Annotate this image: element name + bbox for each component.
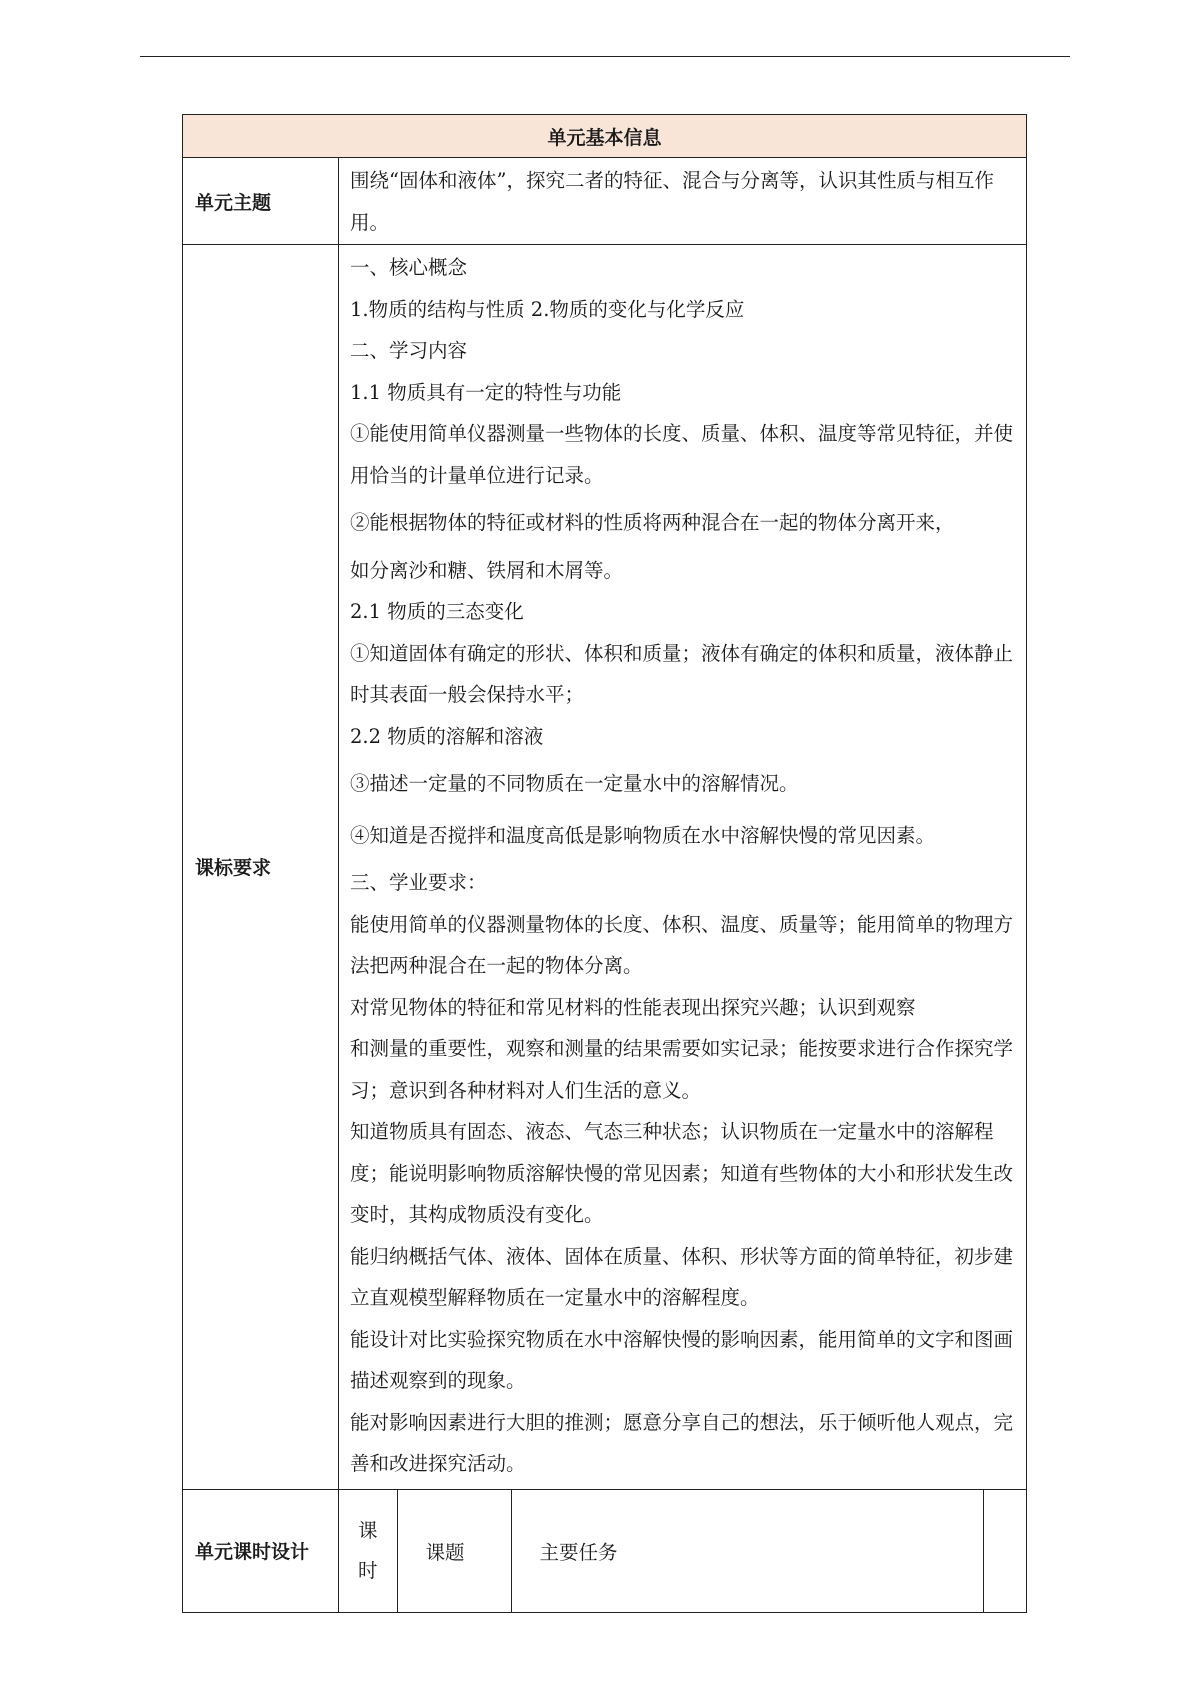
lessons-label: 单元课时设计 [183,1489,339,1612]
theme-label: 单元主题 [183,158,339,245]
standards-line: 和测量的重要性，观察和测量的结果需要如实记录；能按要求进行合作探究学习；意识到各种材料对人们生活的意义。 [350,1037,1014,1102]
standards-line: 2.1 物质的三态变化 [350,600,524,623]
standards-line: 一、核心概念 [350,256,468,279]
col-topic-header: 课题 [397,1490,511,1612]
standards-line: 三、学业要求： [350,871,487,894]
standards-content [339,245,1027,1490]
standards-line: 能对影响因素进行大胆的推测；愿意分享自己的想法，乐于倾听他人观点，完善和改进探究活动。 [350,1410,1014,1475]
standards-label: 课标要求 [183,245,339,1490]
col-period-header [339,1490,397,1612]
standards-line: 如分离沙和糖、铁屑和木屑等。 [350,558,624,582]
unit-info-table [182,114,1027,1613]
standards-line: 能使用简单的仪器测量物体的长度、体积、温度、质量等；能用简单的物理方法把两种混合在一起的物体分离。 [350,912,1014,977]
standards-line: 能归纳概括气体、液体、固体在质量、体积、形状等方面的简单特征，初步建立直观模型解释物质在一定量水中的溶解程度。 [350,1244,1014,1309]
lessons-subtable [339,1490,1027,1612]
lessons-subtable-cell [339,1489,1027,1612]
standards-line: 能设计对比实验探究物质在水中溶解快慢的影响因素，能用简单的文字和图画描述观察到的现象。 [350,1327,1014,1392]
standards-line: 二、学习内容 [350,339,468,362]
standards-line: 2.2 物质的溶解和溶液 [350,724,544,748]
standards-line: ①能使用简单仪器测量一些物体的长度、质量、体积、温度等常见特征，并使用恰当的计量单位进行记录。 [350,422,1014,487]
standards-line: 知道物质具有固态、液态、气态三种状态；认识物质在一定量水中的溶解程度；能说明影响物质溶解快慢的常见因素；知道有些物体的大小和形状发生改变时，其构成物质没有变化。 [350,1120,1014,1226]
standards-line: 1.1 物质具有一定的特性与功能 [350,380,622,404]
col-task-header: 主要任务 [511,1490,983,1612]
page-top-rule [140,56,1070,57]
standards-line: ④知道是否搅拌和温度高低是影响物质在水中溶解快慢的常见因素。 [350,823,936,847]
col-extra [983,1490,1027,1612]
standards-line: 1.物质的结构与性质 2.物质的变化与化学反应 [350,297,745,321]
col-period-text: 课时 [358,1518,378,1582]
theme-text: 围绕“固体和液体”，探究二者的特征、混合与分离等，认识其性质与相互作用。 [339,158,1027,245]
table-header: 单元基本信息 [183,115,1027,158]
standards-line: ③描述一定量的不同物质在一定量水中的溶解情况。 [350,772,799,795]
standards-line: ①知道固体有确定的形状、体积和质量；液体有确定的体积和质量，液体静止时其表面一般会保持水平； [350,641,1014,706]
standards-line: 对常见物体的特征和常见材料的性能表现出探究兴趣；认识到观察 [350,995,916,1019]
standards-line: ②能根据物体的特征或材料的性质将两种混合在一起的物体分离开来， [350,511,955,534]
